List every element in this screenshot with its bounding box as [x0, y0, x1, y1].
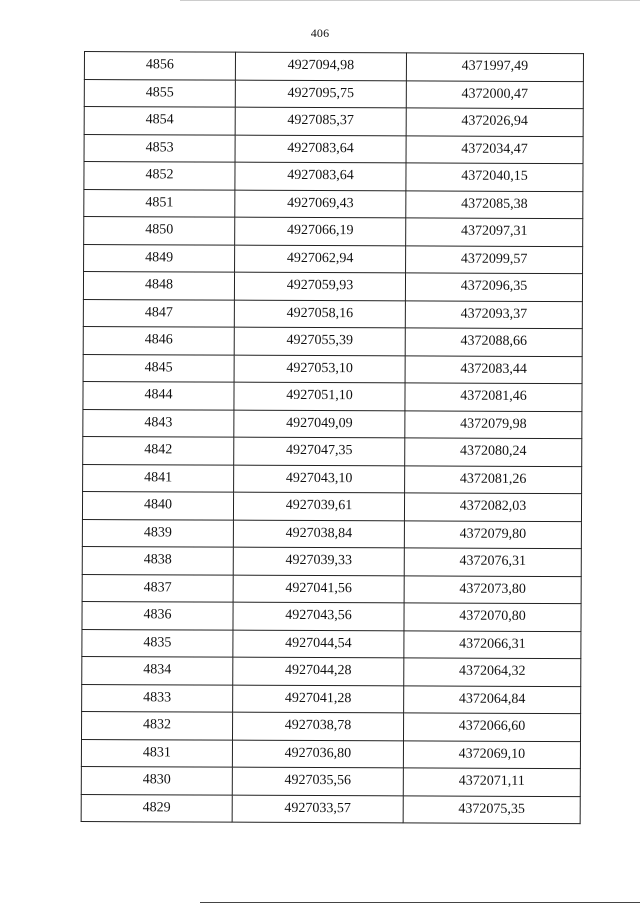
- point-number-cell: 4853: [84, 134, 235, 162]
- y-coordinate-cell: 4372066,31: [404, 630, 581, 658]
- point-number-cell: 4851: [84, 189, 235, 217]
- point-number-cell: 4840: [82, 491, 233, 519]
- table-row: [82, 546, 581, 576]
- table-row: [84, 244, 583, 274]
- table-row: [84, 134, 583, 164]
- table-row: [84, 217, 583, 247]
- page-number: 406: [310, 26, 330, 40]
- y-coordinate-cell: 4372093,37: [405, 300, 582, 328]
- point-number-cell: 4835: [82, 629, 233, 657]
- point-number-cell: 4849: [84, 244, 235, 272]
- point-number-cell: 4838: [82, 546, 233, 574]
- y-coordinate-cell: 4372075,35: [403, 795, 580, 823]
- x-coordinate-cell: 4927033,57: [232, 795, 403, 823]
- x-coordinate-cell: 4927094,98: [235, 52, 406, 80]
- y-coordinate-cell: 4372081,26: [405, 465, 582, 493]
- table-row: [84, 162, 583, 192]
- coordinates-table-body: [81, 52, 583, 824]
- y-coordinate-cell: 4371997,49: [406, 53, 583, 81]
- x-coordinate-cell: 4927049,09: [234, 410, 405, 438]
- table-row: [83, 409, 582, 439]
- table-row: [83, 381, 582, 411]
- y-coordinate-cell: 4372034,47: [406, 135, 583, 163]
- y-coordinate-cell: 4372099,57: [406, 245, 583, 273]
- point-number-cell: 4855: [84, 79, 235, 107]
- table-row: [81, 766, 580, 796]
- point-number-cell: 4839: [82, 519, 233, 547]
- point-number-cell: 4830: [81, 766, 232, 794]
- y-coordinate-cell: 4372071,11: [403, 768, 580, 796]
- table-row: [82, 491, 581, 521]
- table-row: [82, 574, 581, 604]
- point-number-cell: 4850: [84, 217, 235, 245]
- point-number-cell: 4852: [84, 162, 235, 190]
- y-coordinate-cell: 4372082,03: [404, 493, 581, 521]
- bottom-edge-rule: [200, 902, 640, 903]
- point-number-cell: 4834: [82, 656, 233, 684]
- x-coordinate-cell: 4927066,19: [235, 217, 406, 245]
- x-coordinate-cell: 4927083,64: [235, 135, 406, 163]
- y-coordinate-cell: 4372076,31: [404, 548, 581, 576]
- table-row: [83, 299, 582, 329]
- x-coordinate-cell: 4927038,78: [232, 712, 403, 740]
- x-coordinate-cell: 4927085,37: [235, 107, 406, 135]
- table-row: [83, 272, 582, 302]
- point-number-cell: 4843: [83, 409, 234, 437]
- coordinates-table: [81, 51, 584, 824]
- table-row: [82, 684, 581, 714]
- table-row: [84, 52, 583, 82]
- point-number-cell: 4846: [83, 326, 234, 354]
- table-row: [84, 79, 583, 109]
- table-row: [82, 656, 581, 686]
- table-row: [81, 711, 580, 741]
- y-coordinate-cell: 4372096,35: [405, 273, 582, 301]
- point-number-cell: 4844: [83, 381, 234, 409]
- table-row: [83, 326, 582, 356]
- point-number-cell: 4831: [81, 739, 232, 767]
- table-row: [83, 436, 582, 466]
- table-row: [82, 519, 581, 549]
- point-number-cell: 4848: [83, 272, 234, 300]
- table-row: [82, 629, 581, 659]
- x-coordinate-cell: 4927051,10: [234, 382, 405, 410]
- y-coordinate-cell: 4372079,80: [404, 520, 581, 548]
- table-row: [84, 189, 583, 219]
- point-number-cell: 4854: [84, 107, 235, 135]
- x-coordinate-cell: 4927038,84: [233, 520, 404, 548]
- point-number-cell: 4837: [82, 574, 233, 602]
- x-coordinate-cell: 4927083,64: [235, 162, 406, 190]
- x-coordinate-cell: 4927062,94: [235, 245, 406, 273]
- point-number-cell: 4829: [81, 794, 232, 822]
- x-coordinate-cell: 4927041,56: [233, 575, 404, 603]
- point-number-cell: 4841: [83, 464, 234, 492]
- x-coordinate-cell: 4927058,16: [234, 300, 405, 328]
- x-coordinate-cell: 4927047,35: [234, 437, 405, 465]
- y-coordinate-cell: 4372097,31: [406, 218, 583, 246]
- y-coordinate-cell: 4372066,60: [403, 713, 580, 741]
- x-coordinate-cell: 4927039,61: [233, 492, 404, 520]
- point-number-cell: 4836: [82, 601, 233, 629]
- y-coordinate-cell: 4372079,98: [405, 410, 582, 438]
- x-coordinate-cell: 4927043,10: [234, 465, 405, 493]
- top-edge-rule: [180, 0, 640, 1]
- y-coordinate-cell: 4372085,38: [406, 190, 583, 218]
- y-coordinate-cell: 4372088,66: [405, 328, 582, 356]
- y-coordinate-cell: 4372070,80: [404, 603, 581, 631]
- table-row: [84, 107, 583, 137]
- y-coordinate-cell: 4372064,32: [404, 658, 581, 686]
- y-coordinate-cell: 4372069,10: [403, 740, 580, 768]
- point-number-cell: 4832: [81, 711, 232, 739]
- table-row: [81, 794, 580, 824]
- x-coordinate-cell: 4927043,56: [233, 602, 404, 630]
- x-coordinate-cell: 4927095,75: [235, 80, 406, 108]
- x-coordinate-cell: 4927059,93: [234, 272, 405, 300]
- y-coordinate-cell: 4372026,94: [406, 108, 583, 136]
- x-coordinate-cell: 4927039,33: [233, 547, 404, 575]
- x-coordinate-cell: 4927053,10: [234, 355, 405, 383]
- table-row: [83, 354, 582, 384]
- point-number-cell: 4847: [83, 299, 234, 327]
- x-coordinate-cell: 4927035,56: [232, 767, 403, 795]
- y-coordinate-cell: 4372000,47: [406, 80, 583, 108]
- point-number-cell: 4833: [82, 684, 233, 712]
- point-number-cell: 4845: [83, 354, 234, 382]
- x-coordinate-cell: 4927036,80: [232, 740, 403, 768]
- point-number-cell: 4856: [84, 52, 235, 80]
- y-coordinate-cell: 4372040,15: [406, 163, 583, 191]
- y-coordinate-cell: 4372064,84: [404, 685, 581, 713]
- x-coordinate-cell: 4927044,54: [233, 630, 404, 658]
- x-coordinate-cell: 4927069,43: [235, 190, 406, 218]
- x-coordinate-cell: 4927044,28: [233, 657, 404, 685]
- table-row: [83, 464, 582, 494]
- table-row: [82, 601, 581, 631]
- y-coordinate-cell: 4372083,44: [405, 355, 582, 383]
- y-coordinate-cell: 4372081,46: [405, 383, 582, 411]
- x-coordinate-cell: 4927041,28: [233, 685, 404, 713]
- table-row: [81, 739, 580, 769]
- y-coordinate-cell: 4372080,24: [405, 438, 582, 466]
- x-coordinate-cell: 4927055,39: [234, 327, 405, 355]
- y-coordinate-cell: 4372073,80: [404, 575, 581, 603]
- point-number-cell: 4842: [83, 436, 234, 464]
